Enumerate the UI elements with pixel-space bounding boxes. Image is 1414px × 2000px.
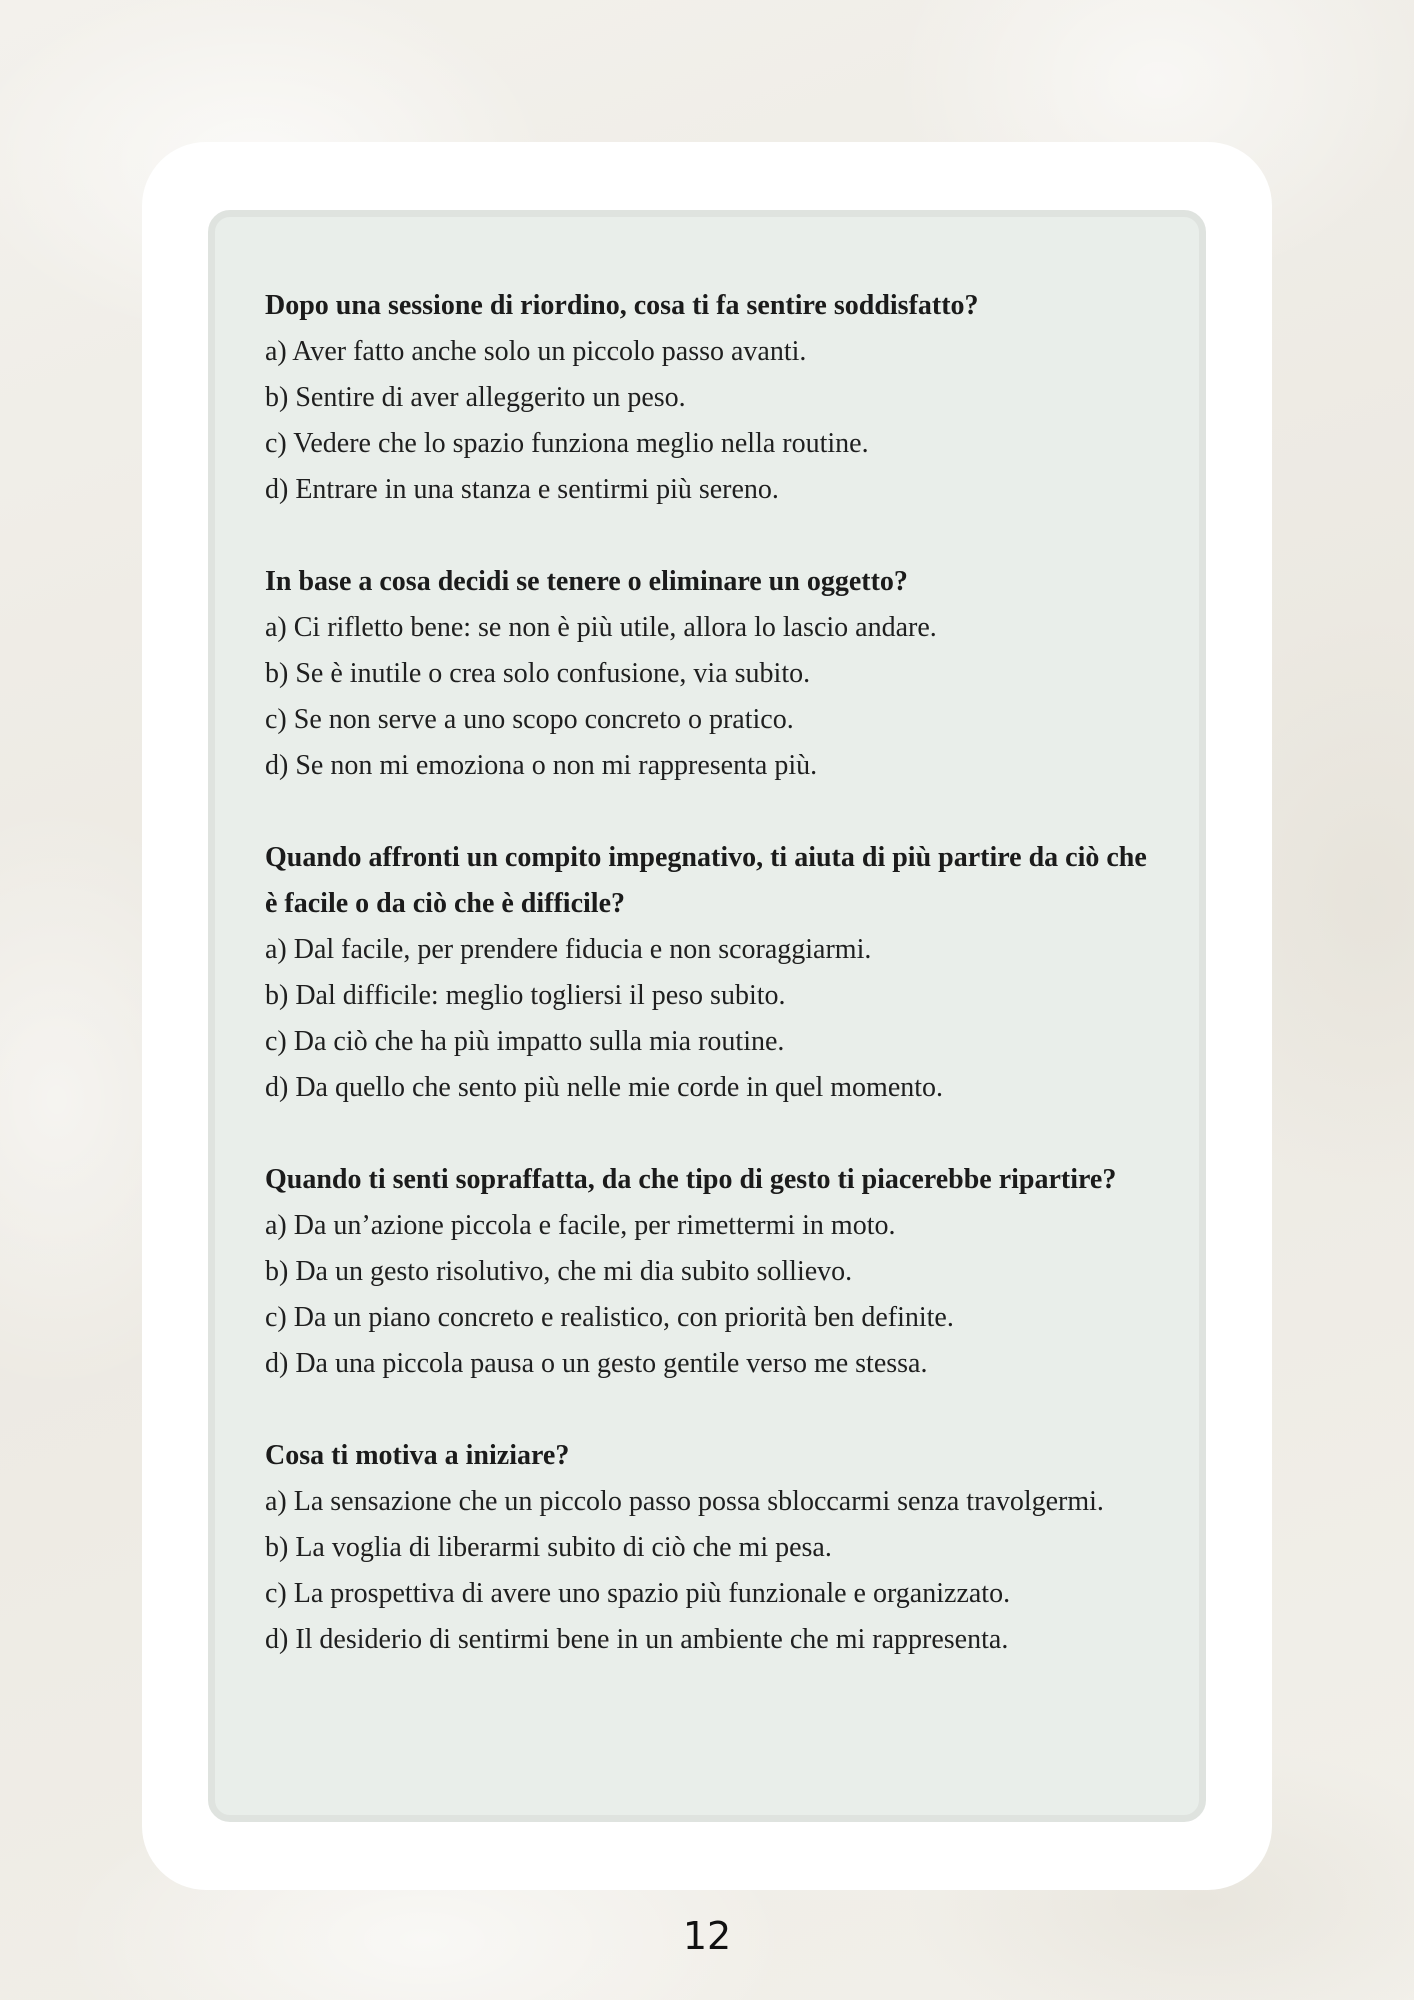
- answer-4d: d) Da una piccola pausa o un gesto gentile verso me stessa.: [265, 1348, 928, 1379]
- answer-2d: d) Se non mi emoziona o non mi rappresenta più.: [265, 750, 818, 781]
- question-1: Dopo una sessione di riordino, cosa ti fa sentire soddisfatto?: [265, 290, 979, 321]
- quiz-section-5: [265, 1433, 1199, 1663]
- answer-5d: d) Il desiderio di sentirmi bene in un ambiente che mi rappresenta.: [265, 1624, 1009, 1655]
- question-4: Quando ti senti sopraffatta, da che tipo di gesto ti piacerebbe ripartire?: [265, 1164, 1117, 1195]
- answer-3a: a) Dal facile, per prendere fiducia e non scoraggiarmi.: [265, 934, 872, 965]
- answer-2a: a) Ci rifletto bene: se non è più utile, allora lo lascio andare.: [265, 612, 937, 643]
- answer-5a: a) La sensazione che un piccolo passo possa sbloccarmi senza travolgermi.: [265, 1486, 1104, 1517]
- quiz-section-2: [265, 559, 1199, 789]
- answer-5c: c) La prospettiva di avere uno spazio più funzionale e organizzato.: [265, 1578, 1011, 1609]
- answer-4c: c) Da un piano concreto e realistico, con priorità ben definite.: [265, 1302, 954, 1333]
- answer-4b: b) Da un gesto risolutivo, che mi dia subito sollievo.: [265, 1256, 853, 1287]
- answer-4a: a) Da un’azione piccola e facile, per rimettermi in moto.: [265, 1210, 896, 1241]
- answer-3b: b) Dal difficile: meglio togliersi il peso subito.: [265, 980, 786, 1011]
- page-number: 12: [682, 1914, 732, 1958]
- answer-3d: d) Da quello che sento più nelle mie corde in quel momento.: [265, 1072, 944, 1103]
- answer-2c: c) Se non serve a uno scopo concreto o pratico.: [265, 704, 794, 735]
- answer-3c: c) Da ciò che ha più impatto sulla mia routine.: [265, 1026, 785, 1057]
- question-2: In base a cosa decidi se tenere o eliminare un oggetto?: [265, 566, 908, 597]
- quiz-section-3: [265, 835, 1199, 1111]
- quiz-section-1: [265, 283, 1199, 513]
- answer-2b: b) Se è inutile o crea solo confusione, via subito.: [265, 658, 811, 689]
- quiz-section-4: [265, 1157, 1199, 1387]
- quiz-panel: [208, 210, 1206, 1822]
- question-3: Quando affronti un compito impegnativo, ti aiuta di più partire da ciò che è facile o da ciò che è difficile?: [265, 842, 1147, 919]
- answer-1c: c) Vedere che lo spazio funziona meglio nella routine.: [265, 428, 869, 459]
- answer-1a: a) Aver fatto anche solo un piccolo passo avanti.: [265, 336, 807, 367]
- answer-1b: b) Sentire di aver alleggerito un peso.: [265, 382, 686, 413]
- answer-5b: b) La voglia di liberarmi subito di ciò che mi pesa.: [265, 1532, 832, 1563]
- answer-1d: d) Entrare in una stanza e sentirmi più sereno.: [265, 474, 779, 505]
- question-5: Cosa ti motiva a iniziare?: [265, 1440, 570, 1471]
